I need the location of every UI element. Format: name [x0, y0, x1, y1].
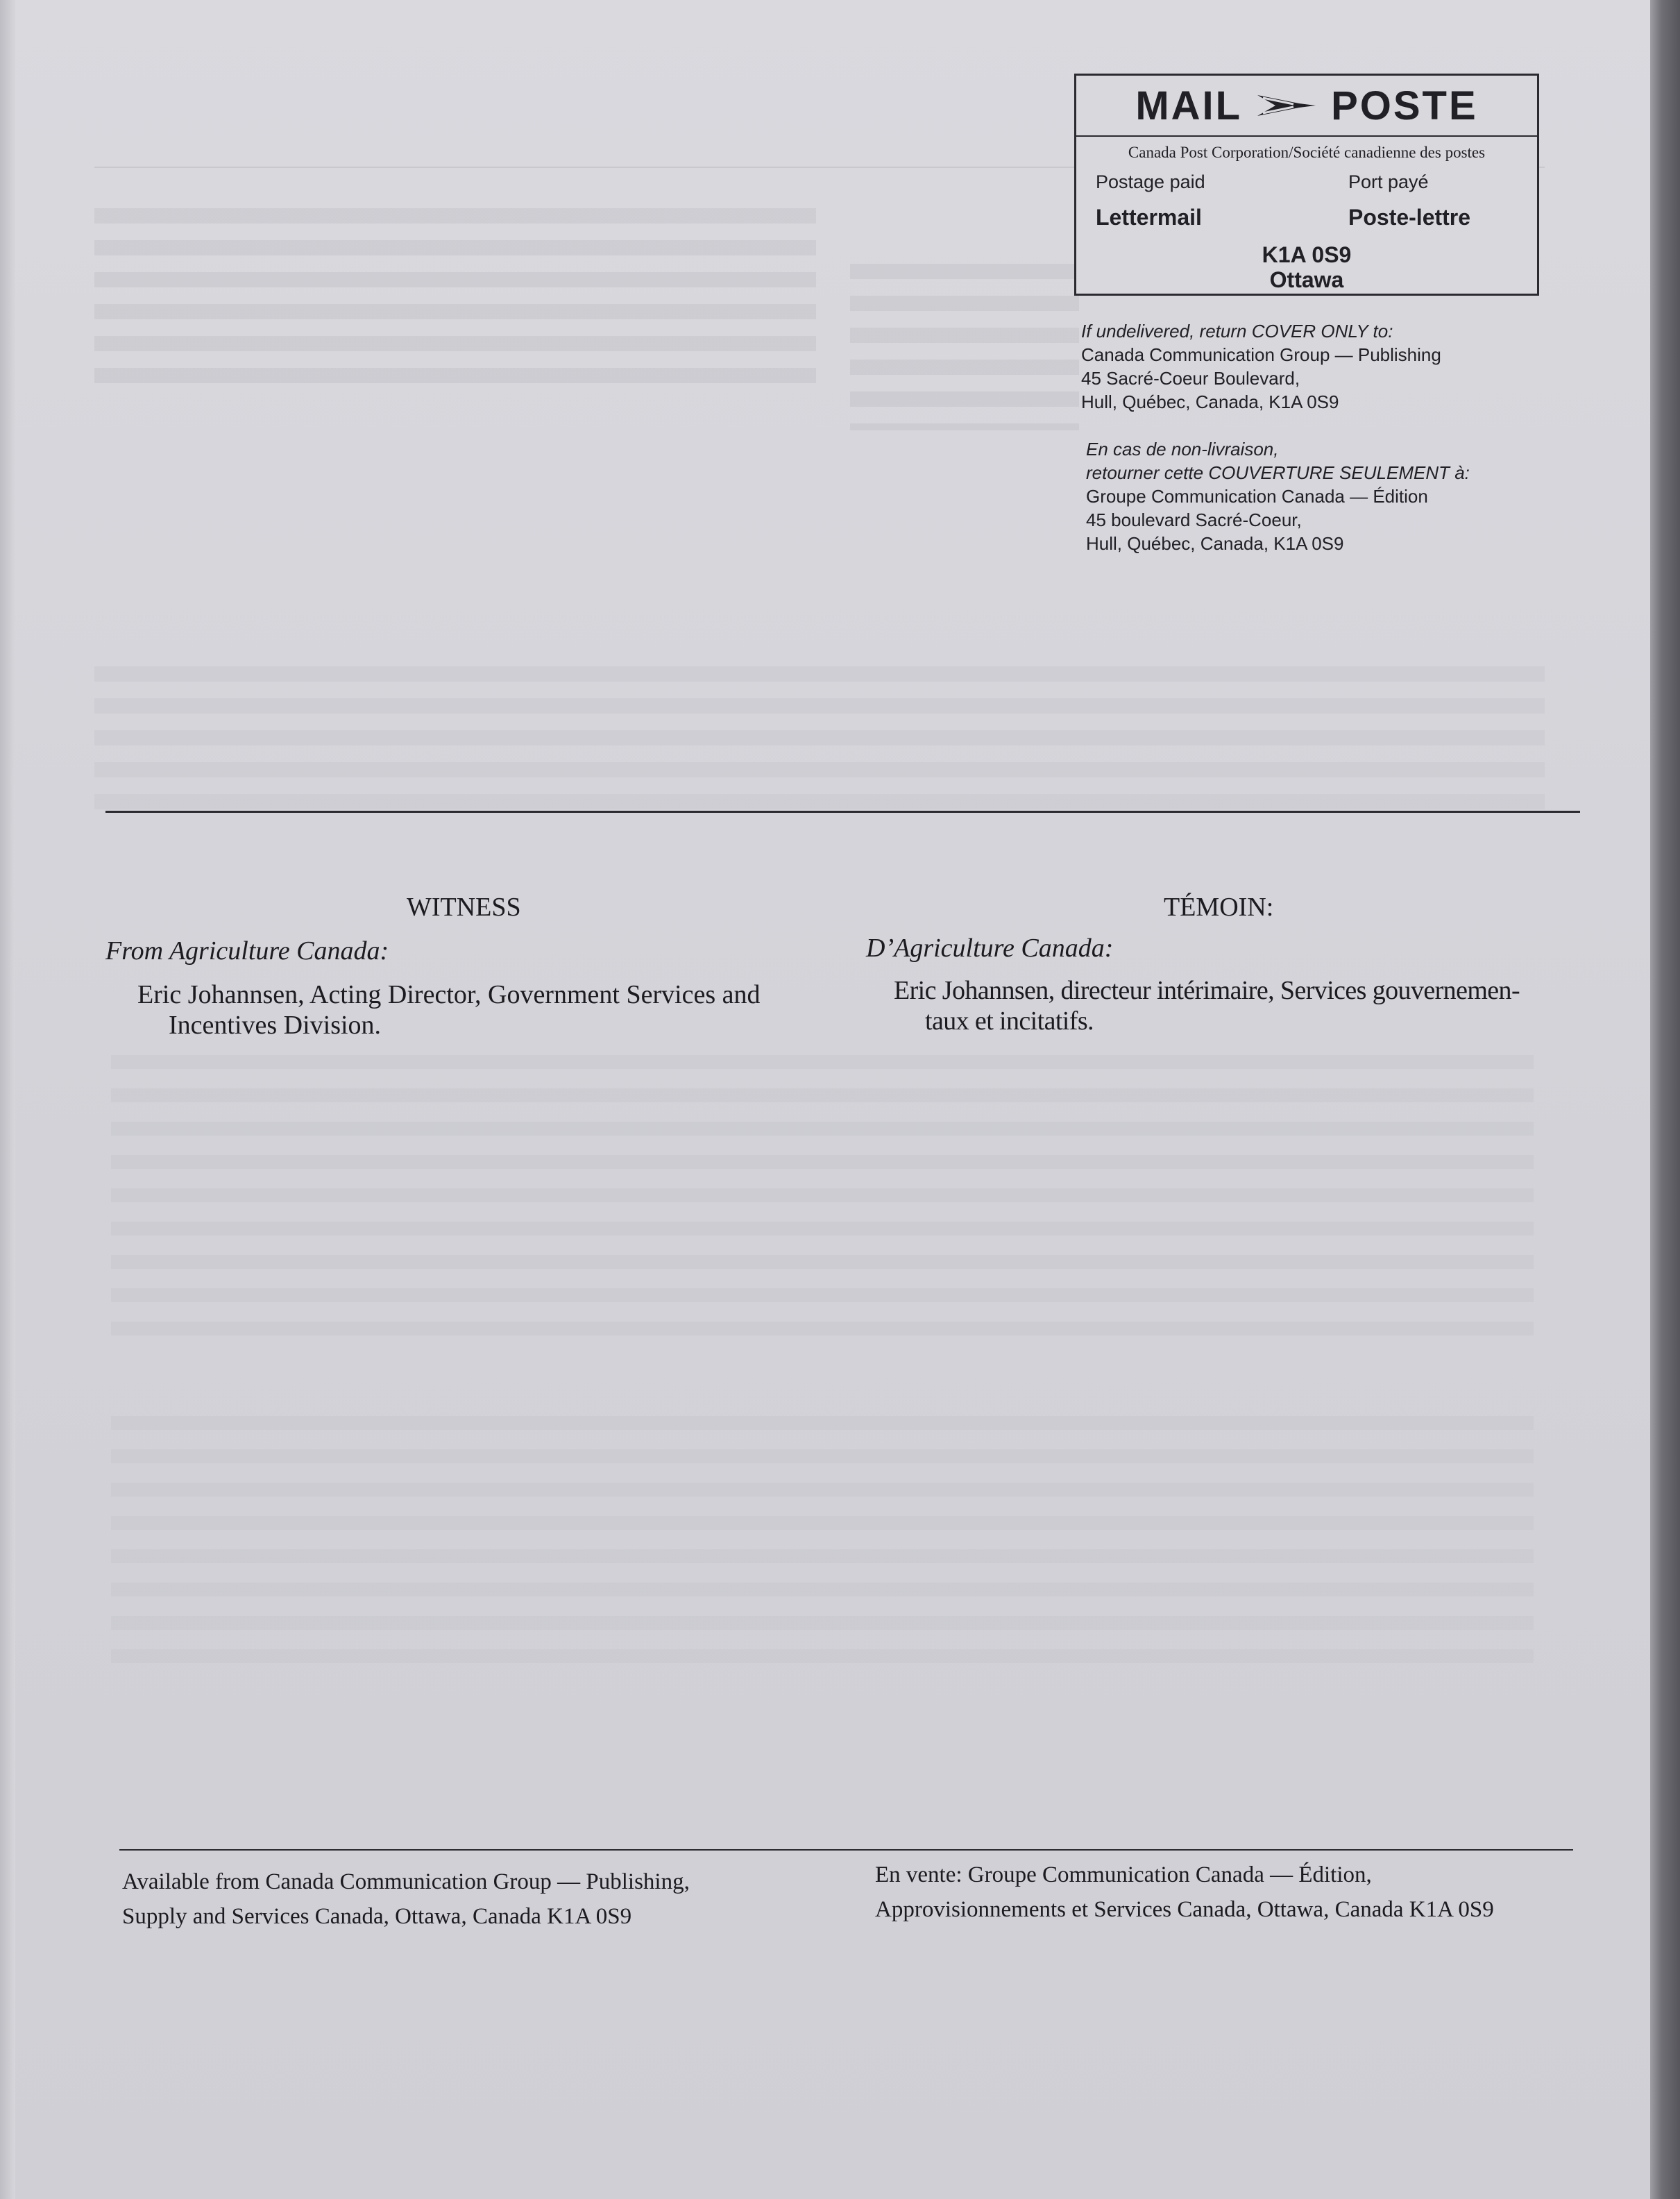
page-edge	[1650, 0, 1680, 2199]
indicia-address	[1076, 242, 1537, 292]
port-paye-label: Port payé	[1348, 171, 1429, 192]
witness-org-en: From Agriculture Canada:	[105, 936, 389, 966]
page-binding-shadow	[0, 0, 15, 2199]
witness-heading-fr: TÉMOIN:	[1164, 893, 1274, 922]
bleed-through-text-lower	[111, 1055, 1534, 1347]
witness-heading-en: WITNESS	[407, 893, 521, 922]
return-line: Groupe Communication Canada — Édition	[1086, 486, 1428, 507]
return-address-french	[1086, 437, 1470, 555]
bleed-through-text-middle	[94, 666, 1545, 826]
witness-entry-line: Eric Johannsen, Acting Director, Government Services and	[137, 980, 761, 1009]
footer-availability-fr	[875, 1857, 1494, 1927]
postage-paid-label: Postage paid	[1096, 171, 1205, 192]
return-instruction-fr: En cas de non-livraison,	[1086, 439, 1279, 460]
city-name: Ottawa	[1269, 267, 1344, 292]
corporation-name: Canada Post Corporation/Société canadienne des postes	[1128, 144, 1486, 161]
bleed-through-text-bottom	[111, 1416, 1534, 1680]
footer-line: En vente: Groupe Communication Canada — Édition,	[875, 1862, 1372, 1887]
witness-entry-line: taux et incitatifs.	[925, 1006, 1094, 1036]
postal-code: K1A 0S9	[1262, 242, 1352, 267]
bleed-through-text-left	[94, 208, 816, 389]
return-line: Hull, Québec, Canada, K1A 0S9	[1086, 533, 1344, 554]
witness-entry-en	[137, 979, 761, 1040]
return-line: Hull, Québec, Canada, K1A 0S9	[1081, 391, 1339, 412]
footer-availability-en	[122, 1864, 690, 1934]
canada-post-arrow-icon	[1255, 90, 1318, 121]
mail-poste-header	[1076, 76, 1537, 135]
return-line: 45 boulevard Sacré-Coeur,	[1086, 509, 1302, 530]
mail-label: MAIL	[1135, 83, 1243, 128]
section-divider	[105, 811, 1580, 813]
indicia-divider	[1076, 135, 1537, 137]
footer-divider	[119, 1849, 1573, 1851]
poste-lettre-label: Poste-lettre	[1348, 205, 1471, 230]
witness-entry-line: Eric Johannsen, directeur intérimaire, Services gouvernemen-	[894, 976, 1520, 1005]
poste-label: POSTE	[1331, 83, 1478, 128]
footer-line: Approvisionnements et Services Canada, Ottawa, Canada K1A 0S9	[875, 1897, 1494, 1922]
footer-line: Available from Canada Communication Group — Publishing,	[122, 1869, 690, 1894]
footer-line: Supply and Services Canada, Ottawa, Canada K1A 0S9	[122, 1904, 632, 1929]
bleed-through-text-right	[850, 264, 1079, 430]
return-instruction-fr: retourner cette COUVERTURE SEULEMENT à:	[1086, 462, 1470, 483]
witness-org-fr: D’Agriculture Canada:	[866, 934, 1114, 963]
witness-entry-fr	[894, 975, 1520, 1036]
postage-indicia-box	[1074, 74, 1539, 296]
return-instruction-en: If undelivered, return COVER ONLY to:	[1081, 321, 1393, 342]
return-address-english	[1081, 319, 1441, 414]
return-line: Canada Communication Group — Publishing	[1081, 344, 1441, 365]
return-line: 45 Sacré-Coeur Boulevard,	[1081, 368, 1300, 389]
lettermail-label: Lettermail	[1096, 205, 1202, 230]
witness-entry-line: Incentives Division.	[169, 1011, 382, 1040]
